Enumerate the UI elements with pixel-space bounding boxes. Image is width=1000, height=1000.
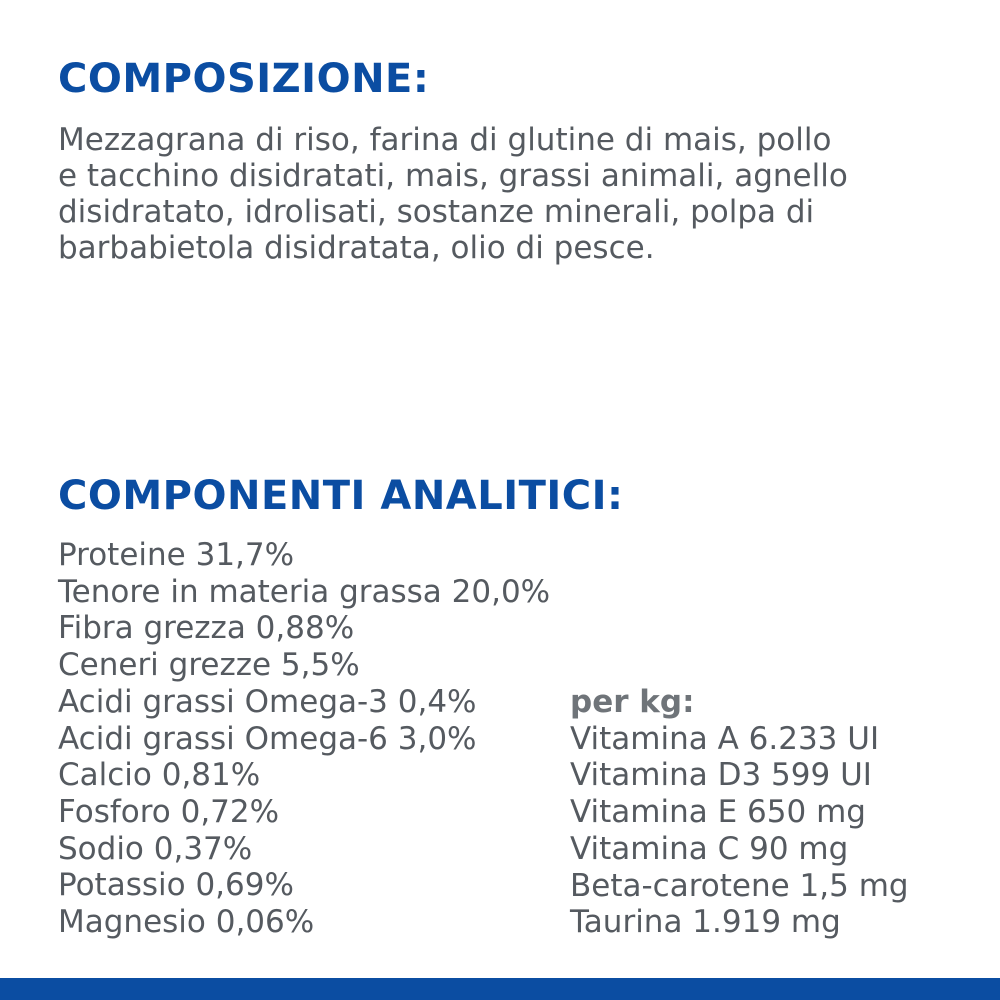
per-kg-item-vitamin-c: Vitamina C 90 mg	[570, 830, 849, 867]
analytic-item-fiber: Fibra grezza 0,88%	[58, 610, 355, 647]
per-kg-item-vitamin-e: Vitamina E 650 mg	[570, 794, 866, 831]
bottom-brand-bar	[0, 978, 1000, 1000]
per-kg-list	[570, 684, 909, 941]
analytic-item-calcium: Calcio 0,81%	[58, 757, 261, 794]
composition-text	[58, 122, 958, 266]
per-kg-item-vitamin-d3: Vitamina D3 599 UI	[570, 757, 872, 794]
composition-line: barbabietola disidratata, olio di pesce.	[58, 230, 655, 266]
analytic-item-omega-6: Acidi grassi Omega-6 3,0%	[58, 720, 477, 757]
per-kg-label: per kg:	[570, 684, 695, 720]
composition-line: Mezzagrana di riso, farina di glutine di mais, pollo	[58, 122, 832, 158]
composition-heading: COMPOSIZIONE:	[58, 56, 430, 102]
analytic-item-magnesium: Magnesio 0,06%	[58, 904, 315, 941]
composition-line: disidratato, idrolisati, sostanze minerali, polpa di	[58, 194, 815, 230]
per-kg-item-beta-carotene: Beta-carotene 1,5 mg	[570, 867, 909, 904]
analytic-item-omega-3: Acidi grassi Omega-3 0,4%	[58, 683, 477, 720]
analytic-item-protein: Proteine 31,7%	[58, 537, 295, 573]
analytic-components-list	[58, 537, 550, 941]
per-kg-item-taurine: Taurina 1.919 mg	[570, 904, 841, 941]
analytic-item-fat: Tenore in materia grassa 20,0%	[58, 573, 551, 610]
analytic-item-ash: Ceneri grezze 5,5%	[58, 647, 360, 684]
analytic-item-phosphorus: Fosforo 0,72%	[58, 793, 280, 830]
analytic-item-potassium: Potassio 0,69%	[58, 867, 294, 904]
analytic-components-heading: COMPONENTI ANALITICI:	[58, 473, 624, 519]
per-kg-item-vitamin-a: Vitamina A 6.233 UI	[570, 720, 880, 757]
analytic-item-sodium: Sodio 0,37%	[58, 830, 253, 867]
composition-line: e tacchino disidratati, mais, grassi animali, agnello	[58, 158, 848, 194]
